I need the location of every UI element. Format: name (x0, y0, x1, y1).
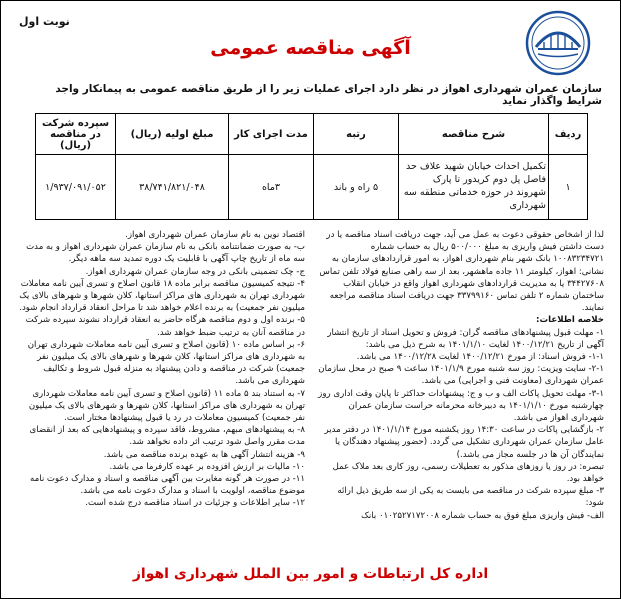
notice-intro: سازمان عمران شهرداری اهواز در نظر دارد اجرای عملیات زیر را از طریق مناقصه عمومی به پیمانکار واجد شرایط واگذار نماید (55, 83, 602, 107)
cell-deposit: ۱/۹۳۷/۰۹۱/۰۵۲ (36, 155, 116, 220)
header-initial-amount: مبلغ اولیه (ریال) (116, 114, 229, 155)
notice-signature: اداره کل ارتباطات و امور بین الملل شهرداری اهواز (132, 566, 489, 582)
cell-duration: ۳ماه (229, 155, 314, 220)
paragraph: ۴- نتیجه کمیسیون مناقصه برابر ماده ۱۸ قانون اصلاح و تسری آیین نامه معاملات شهرداری تهران به شهرداری های مراکز استانها، کلان شهرها و شهرهای بالای یک میلیون نفر جمعیت) به برنده اعلام خواهد شد تا مراحل انعقاد قرارداد انجام شود. (19, 278, 305, 314)
paragraph: ۹- هزینه انتشار آگهی ها به عهده برنده مناقصه می باشد. (103, 449, 305, 460)
summary-heading: خلاصه اطلاعات: (536, 315, 604, 326)
header-description: شرح مناقصه (399, 114, 549, 155)
paragraph: ۶- بر اساس ماده ۱۰ (قانون اصلاح و تسری آیین نامه معاملات شهرداری تهران به شهرداری های مراکز استانها، کلان شهرها و شهرهای بالای یک میلیون نفر جمعیت) شرکت در مناقصه و دادن پیشنهاد به منزله قبول شروط و تکالیف شهرداری می باشد. (27, 339, 305, 387)
paragraph: ۱۰- مالیات بر ارزش افزوده بر عهده کارفرما می باشد. (109, 461, 305, 472)
paragraph: ج- چک تضمینی بانکی در وجه سازمان عمران شهرداری اهواز. (85, 266, 305, 277)
paragraph: تبصره: در روز یا روزهای مذکور به تعطیلات رسمی، روز کاری بعد ملاک عمل خواهد بود. (332, 461, 604, 485)
paragraph: ۵- برنده اول و دوم مناقصه هرگاه حاضر به انعقاد قرارداد نشوند سپرده شرکت در مناقصه آنان به ترتیب ضبط خواهد شد. (25, 315, 305, 338)
paragraph: ۳-۱- مهلت تحویل پاکات الف و ب و ج: پیشنهادات حداکثر تا پایان وقت اداری روز چهارشنبه مورخ ۱۴۰۱/۱/۱۰ به دبیرخانه محرمانه حراست سازمان عمران شهرداری اهواز می باشد. (318, 388, 604, 424)
paragraph: ۱-۱- فروش اسناد: از مورخ ۱۴۰۰/۱۲/۲۱ لغایت ۱۴۰۰/۱۲/۲۸ می باشد. (356, 352, 604, 363)
cell-grade: ۵ راه و باند (314, 155, 399, 220)
tender-table (35, 113, 588, 220)
paragraph: ۲-۱- سایت ویزیت: روز سه شنبه مورخ ۱۴۰۱/۱/۹ ساعت ۹ صبح در محل سازمان عمران شهرداری (معاونت فنی و اجرایی) می باشد. (318, 364, 604, 387)
table-header-row (36, 114, 588, 155)
body-left-column (19, 229, 305, 510)
cell-initial-amount: ۳۸/۷۴۱/۸۲۱/۰۴۸ (116, 155, 229, 220)
paragraph: ۱- مهلت قبول پیشنهادهای مناقصه گران: فروش و تحویل اسناد از تاریخ انتشار آگهی از تاریخ ۱۴۰۰/۱۲/۲۱ لغایت ۱۴۰۱/۱/۱۰ به شرح ذیل می باشد: (327, 327, 604, 350)
paragraph: ۱۲- سایر اطلاعات و جزئیات در اسناد مناقصه درج شده است. (85, 498, 305, 509)
body-right-column (318, 229, 604, 522)
cell-row-number: ۱ (549, 155, 588, 220)
notice-title: آگهی مناقصه عمومی (210, 37, 411, 59)
notice-body (19, 229, 604, 557)
paragraph: اقتصاد نوین به نام سازمان عمران شهرداری اهواز. (125, 230, 305, 240)
paragraph: لذا از اشخاص حقوقی دعوت به عمل می آید، جهت دریافت اسناد مناقصه یا در دست داشتن فیش واریزی به مبلغ ۵۰۰/۰۰۰ ریال به حساب شماره ۱۰۰۸۳۲۳۴۷۲۱ بانک شهر بنام شهرداری اهواز، به امور قراردادهای سازمان به نشانی: اهواز، کیلومتر ۱۱ جاده ماهشهر، بعد از سه راهی صنایع فولاد تلفن تماس ۳۴۴۲۷۶۰۸ یا به مدیریت قراردادهای شهرداری اهواز واقع در خیابان انقلاب ساختمان شماره ۲ تلفن تماس ۳۳۷۹۹۱۶۰ جهت دریافت اسناد مناقصه مراجعه نمایند. (319, 230, 604, 314)
header-row-number: ردیف (549, 114, 588, 155)
header-deposit: سپرده شرکت در مناقصه (ریال) (36, 114, 116, 155)
table-row (36, 155, 588, 220)
cell-description: تکمیل احداث خیابان شهید علاف حد فاصل پل دوم کریدور تا پارک شهروند در حوزه خدماتی منطقه سه شهرداری (399, 155, 549, 220)
header-grade: رتبه (314, 114, 399, 155)
notice-round-label: نوبت اول (19, 15, 70, 28)
paragraph: ۱۱- در صورت هر گونه مغایرت بین آگهی مناقصه و اسناد و مدارک دعوت نامه موضوع مناقصه، اولویت با اسناد و مدارک دعوت نامه می باشد. (29, 474, 305, 497)
paragraph: ۳- مبلغ سپرده شرکت در مناقصه می بایست به یکی از سه طریق ذیل ارائه شود: (337, 486, 604, 509)
paragraph: ۷- به استناد بند ۵ ماده ۱۱ (قانون اصلاح و تسری آیین نامه معاملات شهرداری تهران به شهرداری های مراکز استانها، کلان شهرها و شهرهای بالای یک میلیون نفر جمعیت) کمیسیون معاملات در رد یا قبول پیشنهادها مختار است. (28, 388, 305, 424)
paragraph: ۸- به پیشنهادهای مبهم، مشروط، فاقد سپرده و پیشنهادهایی که بعد از انقضای مدت مقرر واصل شود ترتیب اثر داده نخواهد شد. (29, 425, 305, 448)
paragraph: الف- فیش واریزی مبلغ فوق به حساب شماره ۰۱۰۲۵۲۷۱۷۲۰۰۸ بانک (361, 510, 604, 521)
paragraph: ب- به صورت ضمانتنامه بانکی به نام سازمان عمران شهرداری اهواز و به مدت سه ماه از تاریخ چاپ آگهی با قابلیت یک دوره تمدید سه ماهه دیگر. (26, 242, 305, 265)
header-duration: مدت اجرای کار (229, 114, 314, 155)
paragraph: ۲- بازگشایی پاکات در ساعت ۱۴:۳۰ روز یکشنبه مورخ ۱۴۰۱/۱/۱۴ در دفتر مدیر عامل سازمان عمران شهرداری تشکیل می گردد. (حضور پیشنهاد دهندگان یا نمایندگان آن ها در جلسه مجاز می باشد.) (324, 425, 604, 460)
